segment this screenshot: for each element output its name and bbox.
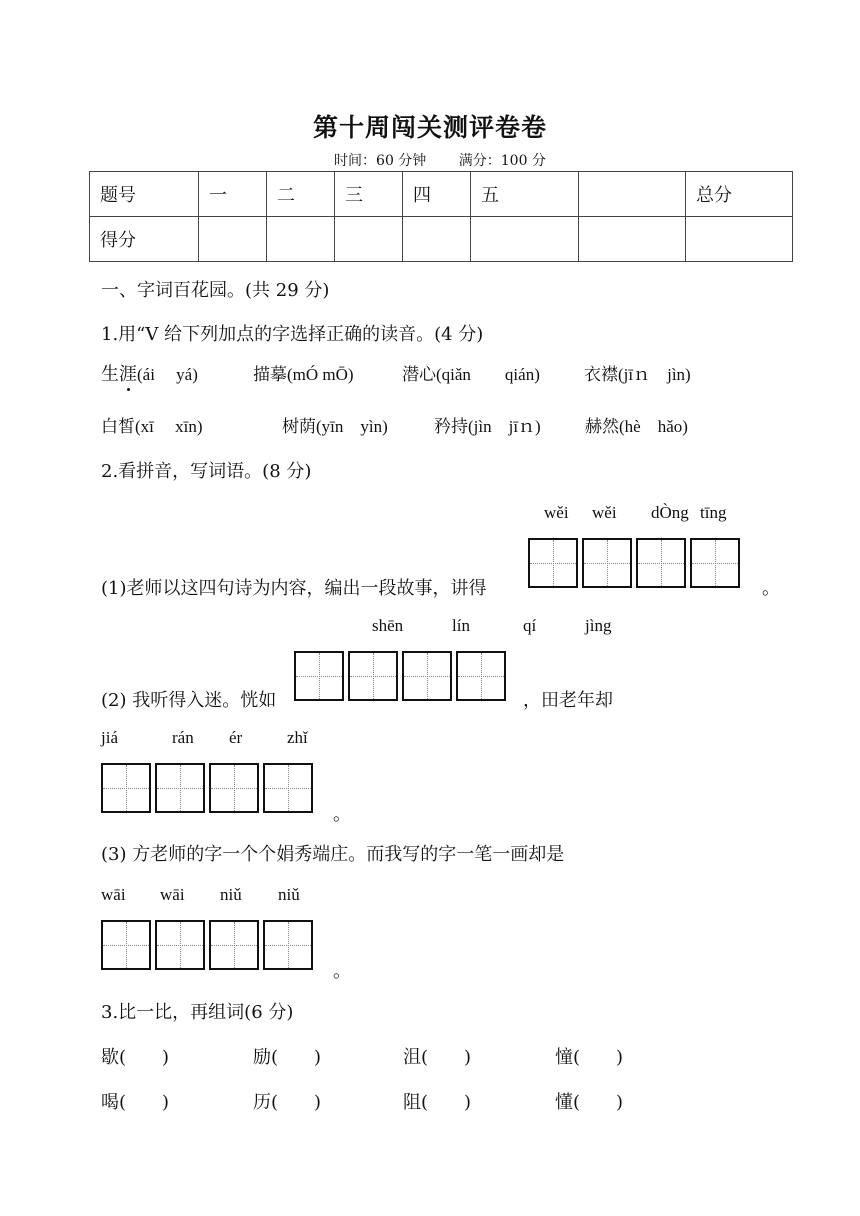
writing-cell[interactable] (101, 920, 151, 970)
reading-option[interactable]: 树荫(yīn yìn) (282, 417, 388, 436)
pinyin-label: niǔ (220, 885, 242, 904)
writing-cell[interactable] (636, 538, 686, 588)
pinyin-label: wāi (101, 885, 126, 904)
writing-grid (528, 538, 740, 588)
pinyin-label: niǔ (278, 885, 300, 904)
score-row-label: 得分 (90, 217, 199, 262)
sentence-text: (2) 我听得入迷。恍如 (101, 690, 277, 711)
header-cell: 二 (267, 172, 335, 217)
word-blank[interactable]: 励( ) (253, 1047, 322, 1068)
header-cell: 总分 (686, 172, 793, 217)
word-blank[interactable]: 歇( ) (101, 1047, 170, 1068)
pinyin-label: lín (452, 616, 470, 635)
score-cell[interactable] (403, 217, 471, 262)
pinyin-label: shēn (372, 616, 404, 635)
writing-cell[interactable] (209, 763, 259, 813)
reading-option[interactable]: 潜心(qiǎn qián) (402, 365, 540, 384)
full-score: 满分：100 分 (458, 153, 546, 169)
header-cell: 三 (335, 172, 403, 217)
writing-cell[interactable] (690, 538, 740, 588)
word-blank[interactable]: 沮( ) (403, 1047, 472, 1068)
reading-option[interactable]: 衣襟(jīｎ jìn) (584, 365, 691, 384)
writing-grid (294, 651, 506, 701)
page-title: 第十周闯关测评卷卷 (312, 113, 547, 142)
score-cell[interactable] (686, 217, 793, 262)
sentence-text: (1)老师以这四句诗为内容，编出一段故事，讲得 (101, 578, 487, 599)
score-cell[interactable] (335, 217, 403, 262)
score-cell[interactable] (471, 217, 579, 262)
exam-info (0, 150, 860, 170)
score-cell[interactable] (267, 217, 335, 262)
writing-cell[interactable] (348, 651, 398, 701)
reading-option[interactable]: 生涯(ái yá) (101, 364, 198, 385)
reading-option[interactable]: 描摹(mÓ mŌ) (253, 365, 354, 384)
writing-cell[interactable] (294, 651, 344, 701)
pinyin-label: zhǐ (287, 728, 308, 747)
writing-cell[interactable] (402, 651, 452, 701)
header-cell: 一 (199, 172, 267, 217)
word-blank[interactable]: 憧( ) (555, 1047, 624, 1068)
score-table (89, 171, 793, 262)
sentence-end: 。 (762, 578, 780, 599)
sentence-end: 。 (333, 804, 351, 825)
writing-cell[interactable] (263, 763, 313, 813)
dotted-character: 涯 (119, 364, 137, 385)
pinyin-label: dÒng (651, 503, 689, 522)
writing-cell[interactable] (101, 763, 151, 813)
time-limit: 时间：60 分钟 (334, 153, 427, 169)
pinyin-label: wāi (160, 885, 185, 904)
score-cell[interactable] (579, 217, 686, 262)
pinyin-label: qí (523, 616, 537, 635)
writing-cell[interactable] (155, 763, 205, 813)
score-table-header-row (90, 172, 793, 217)
word-blank[interactable]: 阻( ) (403, 1092, 472, 1113)
pinyin-label: jìng (585, 616, 612, 635)
header-cell: 四 (403, 172, 471, 217)
pinyin-label: wěi (592, 503, 617, 522)
pinyin-label: ér (229, 728, 243, 747)
score-table-score-row (90, 217, 793, 262)
reading-option[interactable]: 矜持(jìn jīｎ) (434, 417, 541, 436)
pinyin-label: tīng (700, 503, 727, 522)
score-cell[interactable] (199, 217, 267, 262)
header-cell: 题号 (90, 172, 199, 217)
question-prompt: 3.比一比，再组词(6 分) (101, 1002, 294, 1023)
question-prompt: 2.看拼音，写词语。(8 分) (101, 461, 312, 482)
writing-grid (101, 763, 313, 813)
word-blank[interactable]: 历( ) (253, 1092, 322, 1113)
writing-cell[interactable] (528, 538, 578, 588)
writing-cell[interactable] (456, 651, 506, 701)
sentence-text: (3) 方老师的字一个个娟秀端庄。而我写的字一笔一画却是 (101, 844, 565, 865)
writing-cell[interactable] (582, 538, 632, 588)
section-heading: 一、字词百花园。(共 29 分) (101, 280, 330, 301)
writing-cell[interactable] (209, 920, 259, 970)
question-prompt: 1.用“V 给下列加点的字选择正确的读音。(4 分) (101, 324, 484, 345)
reading-option[interactable]: 赫然(hè hǎo) (585, 417, 688, 436)
word-blank[interactable]: 懂( ) (555, 1092, 624, 1113)
pinyin-label: jiá (101, 728, 118, 747)
writing-cell[interactable] (263, 920, 313, 970)
writing-cell[interactable] (155, 920, 205, 970)
pinyin-label: wěi (544, 503, 569, 522)
writing-grid (101, 920, 313, 970)
sentence-text: ，田老年却 (523, 690, 613, 711)
pinyin-label: rán (172, 728, 194, 747)
header-cell (579, 172, 686, 217)
word-blank[interactable]: 喝( ) (101, 1092, 170, 1113)
reading-option[interactable]: 白皙(xī xīn) (101, 417, 203, 436)
header-cell: 五 (471, 172, 579, 217)
sentence-end: 。 (333, 961, 351, 982)
